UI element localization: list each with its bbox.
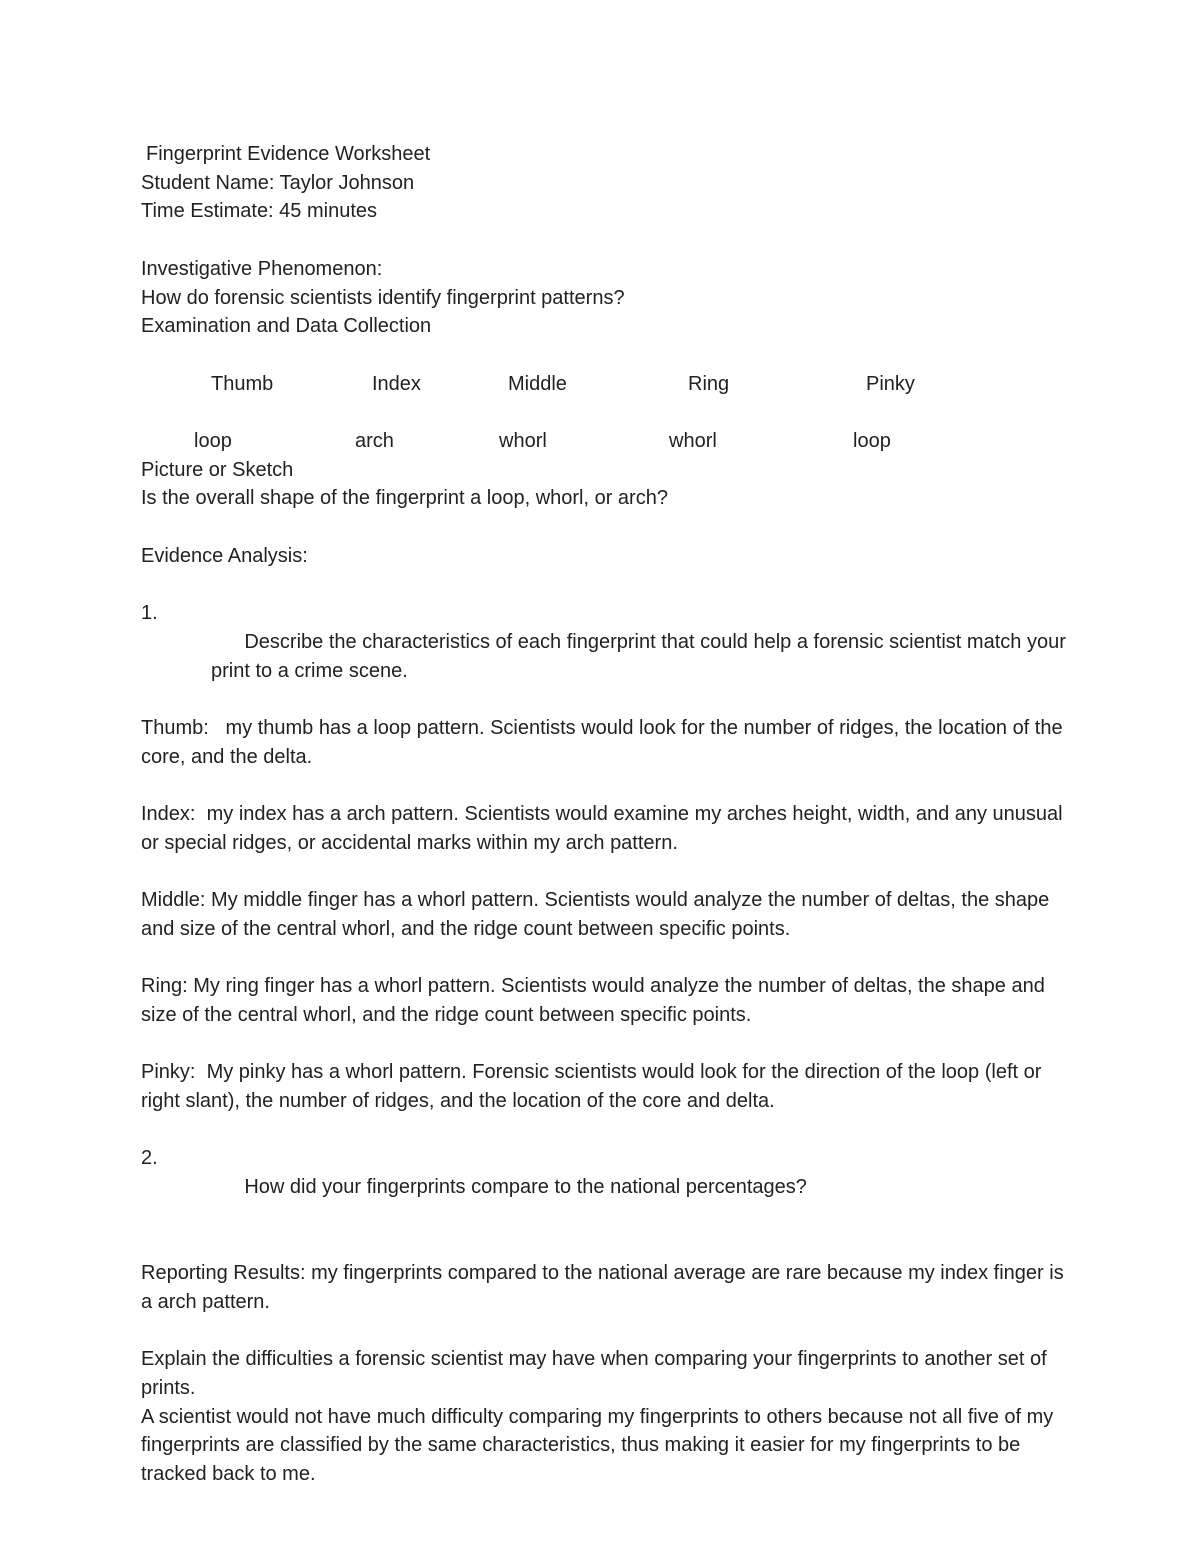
answer-middle: Middle: My middle finger has a whorl pattern. Scientists would analyze the number of deltas, the shape and size of the central whorl, and the ridge count between specific points. bbox=[141, 889, 1055, 940]
finger-header-index: Index bbox=[372, 372, 421, 395]
sketch-question: Is the overall shape of the fingerprint a loop, whorl, or arch? bbox=[141, 487, 668, 510]
phenomenon-label: Investigative Phenomenon: bbox=[141, 257, 383, 280]
document-body bbox=[141, 140, 1071, 1489]
spacer bbox=[141, 1317, 1071, 1346]
question-2-text: How did your fingerprints compare to the national percentages? bbox=[244, 1176, 807, 1199]
reporting-results: Reporting Results: my fingerprints compared to the national average are rare because my index finger is a arch pattern. bbox=[141, 1262, 1070, 1313]
question-1-text: Describe the characteristics of each fingerprint that could help a forensic scientist match your print to a crime scene. bbox=[211, 630, 1072, 682]
answer-thumb: Thumb: my thumb has a loop pattern. Scientists would look for the number of ridges, the location of the core, and the delta. bbox=[141, 716, 1069, 768]
pattern-pinky: loop bbox=[853, 429, 891, 452]
spacer bbox=[141, 341, 1071, 370]
phenomenon-question: How do forensic scientists identify fingerprint patterns? bbox=[141, 286, 625, 309]
difficulties-answer: A scientist would not have much difficulty comparing my fingerprints to others because not all five of my fingerprints are classified by the same characteristics, thus making it easier for my fingerprints to be tracked back to me. bbox=[141, 1405, 1059, 1486]
spacer bbox=[141, 1030, 1071, 1059]
spacer bbox=[141, 226, 1071, 255]
spacer bbox=[141, 1231, 1071, 1260]
spacer bbox=[141, 398, 1071, 427]
question-1 bbox=[141, 599, 1071, 714]
finger-header-pinky: Pinky bbox=[866, 372, 915, 395]
finger-header-row bbox=[141, 370, 1071, 399]
pattern-index: arch bbox=[355, 429, 394, 452]
answer-ring: Ring: My ring finger has a whorl pattern. Scientists would analyze the number of deltas, the shape and size of the central whorl, and the ridge count between specific points. bbox=[141, 975, 1051, 1026]
spacer bbox=[141, 857, 1071, 886]
spacer bbox=[141, 570, 1071, 599]
student-name: Student Name: Taylor Johnson bbox=[141, 171, 415, 194]
pattern-middle: whorl bbox=[499, 429, 547, 452]
question-1-number: 1. bbox=[141, 602, 158, 625]
section-heading: Examination and Data Collection bbox=[141, 315, 432, 338]
answer-index: Index: my index has a arch pattern. Scientists would examine my arches height, width, and any unusual or special ridges, or accidental marks within my arch pattern. bbox=[141, 803, 1069, 854]
spacer bbox=[141, 513, 1071, 542]
pattern-ring: whorl bbox=[669, 429, 717, 452]
difficulties-question: Explain the difficulties a forensic scientist may have when comparing your fingerprints to another set of prints. bbox=[141, 1348, 1053, 1400]
question-2-number: 2. bbox=[141, 1147, 158, 1170]
spacer bbox=[141, 944, 1071, 973]
sketch-label: Picture or Sketch bbox=[141, 458, 294, 481]
question-2 bbox=[141, 1144, 1071, 1230]
time-estimate: Time Estimate: 45 minutes bbox=[141, 200, 378, 223]
answer-pinky: Pinky: My pinky has a whorl pattern. Forensic scientists would look for the direction of the loop (left or right slant), the number of ridges, and the location of the core and delta. bbox=[141, 1061, 1047, 1113]
pattern-thumb: loop bbox=[194, 429, 232, 452]
worksheet-title: Fingerprint Evidence Worksheet bbox=[146, 143, 431, 165]
finger-header-ring: Ring bbox=[688, 372, 730, 395]
finger-pattern-row bbox=[141, 427, 1071, 456]
spacer bbox=[141, 771, 1071, 800]
spacer bbox=[141, 1116, 1071, 1145]
analysis-heading: Evidence Analysis: bbox=[141, 544, 308, 567]
finger-header-thumb: Thumb bbox=[211, 372, 274, 395]
finger-header-middle: Middle bbox=[508, 372, 567, 395]
